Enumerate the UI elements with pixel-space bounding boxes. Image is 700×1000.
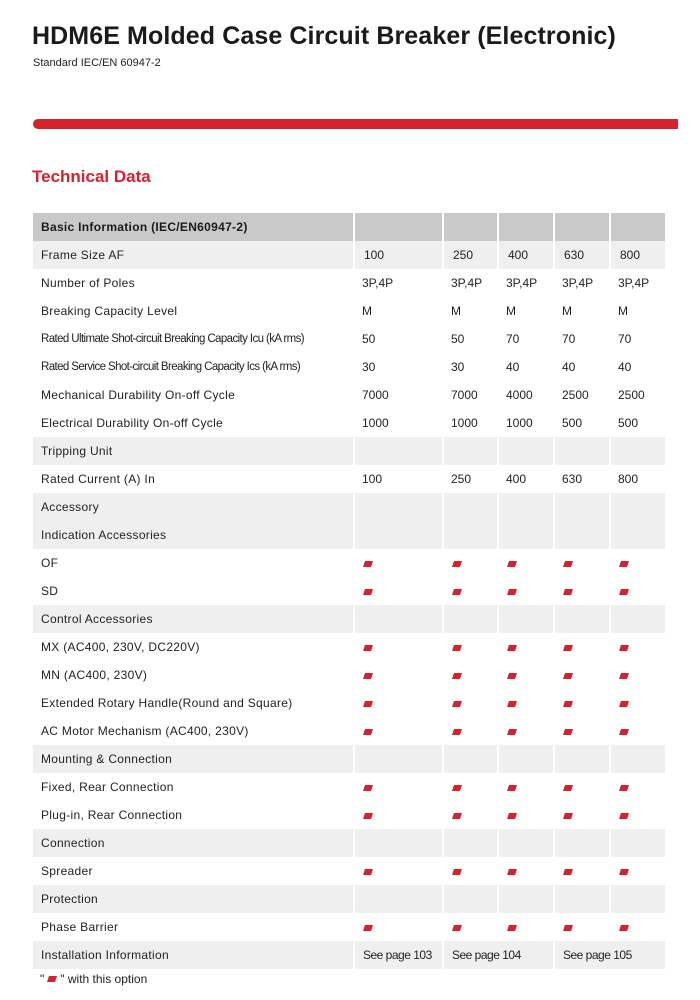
option-mark-icon bbox=[563, 701, 573, 707]
option-mark-icon bbox=[563, 785, 573, 791]
table-cell: 7000 bbox=[451, 388, 478, 402]
row-label: Electrical Durability On-off Cycle bbox=[41, 416, 224, 430]
option-mark-icon bbox=[452, 673, 462, 679]
footnote bbox=[40, 972, 147, 986]
table-cell: 800 bbox=[609, 241, 665, 269]
section-label: Tripping Unit bbox=[41, 444, 113, 458]
table-row bbox=[33, 409, 665, 437]
table-row bbox=[33, 913, 665, 941]
table-cell: 3P,4P bbox=[506, 276, 538, 290]
option-mark-icon bbox=[563, 813, 573, 819]
table-cell: 500 bbox=[618, 416, 639, 430]
table-cell: 50 bbox=[451, 332, 465, 346]
table-cell: 500 bbox=[562, 416, 583, 430]
section-label: Control Accessories bbox=[41, 612, 153, 626]
table-row bbox=[33, 857, 665, 885]
row-label: Extended Rotary Handle(Round and Square) bbox=[41, 696, 293, 710]
table-row bbox=[33, 633, 665, 661]
row-label: MX (AC400, 230V, DC220V) bbox=[41, 640, 200, 654]
table-cell: 40 bbox=[506, 360, 520, 374]
section-row bbox=[33, 829, 665, 857]
option-mark-icon bbox=[563, 925, 573, 931]
option-mark-icon bbox=[563, 561, 573, 567]
row-label: SD bbox=[41, 584, 59, 598]
option-mark-icon bbox=[363, 589, 373, 595]
footnote-text: " with this option bbox=[60, 972, 148, 986]
table-cell: 3P,4P bbox=[562, 276, 594, 290]
header-cells bbox=[353, 213, 665, 241]
table-row bbox=[33, 325, 665, 353]
section-row bbox=[33, 605, 665, 633]
section-title: Technical Data bbox=[32, 167, 151, 186]
row-label: Number of Poles bbox=[41, 276, 135, 290]
option-mark-icon bbox=[363, 645, 373, 651]
page-reference: See page 104 bbox=[442, 941, 553, 969]
table-row bbox=[33, 941, 665, 969]
table-row bbox=[33, 465, 665, 493]
option-mark-icon bbox=[452, 701, 462, 707]
header-cell bbox=[353, 213, 442, 241]
option-mark-icon bbox=[507, 785, 517, 791]
option-mark-icon bbox=[452, 645, 462, 651]
table-cell: 70 bbox=[618, 332, 632, 346]
option-mark-icon bbox=[563, 869, 573, 875]
option-mark-icon bbox=[363, 729, 373, 735]
table-row bbox=[33, 269, 665, 297]
table-row bbox=[33, 773, 665, 801]
option-mark-icon bbox=[619, 813, 629, 819]
table-cell: 100 bbox=[362, 472, 383, 486]
table-cell: 400 bbox=[497, 241, 553, 269]
table-cell: 1000 bbox=[451, 416, 478, 430]
option-mark-icon bbox=[363, 785, 373, 791]
option-mark-icon bbox=[507, 561, 517, 567]
table-row bbox=[33, 549, 665, 577]
table-cell: 630 bbox=[553, 241, 609, 269]
technical-data-table bbox=[33, 213, 665, 969]
option-mark-icon bbox=[452, 589, 462, 595]
table-cell: 800 bbox=[618, 472, 639, 486]
row-label: Rated Service Shot-circuit Breaking Capacity Ics (kA rms) bbox=[41, 361, 301, 373]
page-reference: See page 103 bbox=[353, 941, 442, 969]
row-label: Breaking Capacity Level bbox=[41, 304, 178, 318]
option-mark-icon bbox=[619, 785, 629, 791]
table-cell: 40 bbox=[562, 360, 576, 374]
table-row bbox=[33, 661, 665, 689]
table-row bbox=[33, 717, 665, 745]
table-cell: 30 bbox=[362, 360, 376, 374]
table-cell: 50 bbox=[362, 332, 376, 346]
table-row bbox=[33, 241, 665, 269]
page-reference: See page 105 bbox=[553, 941, 665, 969]
section-label: Connection bbox=[41, 836, 105, 850]
row-label: OF bbox=[41, 556, 59, 570]
option-mark-icon bbox=[363, 673, 373, 679]
option-mark-icon bbox=[507, 589, 517, 595]
option-mark-icon bbox=[619, 701, 629, 707]
table-cell: 250 bbox=[442, 241, 497, 269]
table-row bbox=[33, 353, 665, 381]
table-row bbox=[33, 297, 665, 325]
table-cell: 1000 bbox=[506, 416, 533, 430]
section-row bbox=[33, 437, 665, 465]
option-mark-icon bbox=[507, 869, 517, 875]
table-cell: 70 bbox=[562, 332, 576, 346]
option-mark-icon bbox=[619, 869, 629, 875]
option-mark-icon bbox=[619, 673, 629, 679]
header-cell bbox=[497, 213, 553, 241]
table-cell: 4000 bbox=[506, 388, 533, 402]
row-label: MN (AC400, 230V) bbox=[41, 668, 148, 682]
option-mark-icon bbox=[619, 729, 629, 735]
option-mark-icon bbox=[452, 869, 462, 875]
table-cell: 70 bbox=[506, 332, 520, 346]
row-label: Frame Size AF bbox=[41, 248, 125, 262]
header-cell bbox=[553, 213, 609, 241]
header-cell bbox=[609, 213, 665, 241]
table-cell: 40 bbox=[618, 360, 632, 374]
option-mark-icon bbox=[363, 869, 373, 875]
option-mark-icon bbox=[47, 976, 57, 982]
footnote-prefix: " bbox=[40, 972, 45, 986]
table-row bbox=[33, 577, 665, 605]
option-mark-icon bbox=[563, 589, 573, 595]
table-cell: 400 bbox=[506, 472, 527, 486]
table-cell: 3P,4P bbox=[362, 276, 394, 290]
table-cell: 30 bbox=[451, 360, 465, 374]
table-cell: M bbox=[362, 304, 372, 318]
option-mark-icon bbox=[619, 925, 629, 931]
table-row bbox=[33, 689, 665, 717]
option-mark-icon bbox=[507, 729, 517, 735]
table-cell: 1000 bbox=[362, 416, 389, 430]
row-label: Fixed, Rear Connection bbox=[41, 780, 174, 794]
header-label: Basic Information (IEC/EN60947-2) bbox=[41, 220, 248, 234]
section-row bbox=[33, 521, 665, 549]
table-cell: 3P,4P bbox=[618, 276, 650, 290]
row-label: Mechanical Durability On-off Cycle bbox=[41, 388, 236, 402]
table-cell: M bbox=[562, 304, 572, 318]
option-mark-icon bbox=[563, 673, 573, 679]
option-mark-icon bbox=[619, 589, 629, 595]
table-cell: 7000 bbox=[362, 388, 389, 402]
table-cell: 3P,4P bbox=[451, 276, 483, 290]
option-mark-icon bbox=[363, 813, 373, 819]
table-cell: 2500 bbox=[618, 388, 645, 402]
row-label: Installation Information bbox=[41, 948, 169, 962]
option-mark-icon bbox=[363, 925, 373, 931]
row-label: Plug-in, Rear Connection bbox=[41, 808, 183, 822]
option-mark-icon bbox=[452, 785, 462, 791]
row-label: Rated Ultimate Shot-circuit Breaking Capacity Icu (kA rms) bbox=[41, 333, 305, 345]
table-row bbox=[33, 801, 665, 829]
table-cell: M bbox=[451, 304, 461, 318]
option-mark-icon bbox=[507, 813, 517, 819]
option-mark-icon bbox=[563, 645, 573, 651]
option-mark-icon bbox=[507, 925, 517, 931]
standard-label: Standard IEC/EN 60947-2 bbox=[33, 57, 161, 69]
section-row bbox=[33, 885, 665, 913]
option-mark-icon bbox=[452, 729, 462, 735]
table-cell: M bbox=[506, 304, 516, 318]
section-label: Accessory bbox=[41, 500, 100, 514]
page-title: HDM6E Molded Case Circuit Breaker (Electronic) bbox=[32, 22, 616, 50]
option-mark-icon bbox=[452, 561, 462, 567]
table-cell: 100 bbox=[353, 241, 442, 269]
row-label: Spreader bbox=[41, 864, 93, 878]
table-cell: 630 bbox=[562, 472, 583, 486]
option-mark-icon bbox=[507, 645, 517, 651]
row-label: Phase Barrier bbox=[41, 920, 119, 934]
option-mark-icon bbox=[452, 813, 462, 819]
option-mark-icon bbox=[363, 701, 373, 707]
option-mark-icon bbox=[507, 701, 517, 707]
option-mark-icon bbox=[452, 925, 462, 931]
section-label: Mounting & Connection bbox=[41, 752, 173, 766]
red-divider-bar bbox=[33, 119, 678, 129]
row-label: Rated Current (A) In bbox=[41, 472, 156, 486]
header-cell bbox=[442, 213, 497, 241]
option-mark-icon bbox=[363, 561, 373, 567]
table-cell: 2500 bbox=[562, 388, 589, 402]
section-row bbox=[33, 493, 665, 521]
option-mark-icon bbox=[619, 645, 629, 651]
table-cell: 250 bbox=[451, 472, 472, 486]
row-label: AC Motor Mechanism (AC400, 230V) bbox=[41, 724, 249, 738]
table-header-row bbox=[33, 213, 665, 241]
option-mark-icon bbox=[563, 729, 573, 735]
section-row bbox=[33, 745, 665, 773]
table-cell: M bbox=[618, 304, 628, 318]
section-label: Indication Accessories bbox=[41, 528, 167, 542]
section-label: Protection bbox=[41, 892, 99, 906]
option-mark-icon bbox=[619, 561, 629, 567]
option-mark-icon bbox=[507, 673, 517, 679]
table-row bbox=[33, 381, 665, 409]
